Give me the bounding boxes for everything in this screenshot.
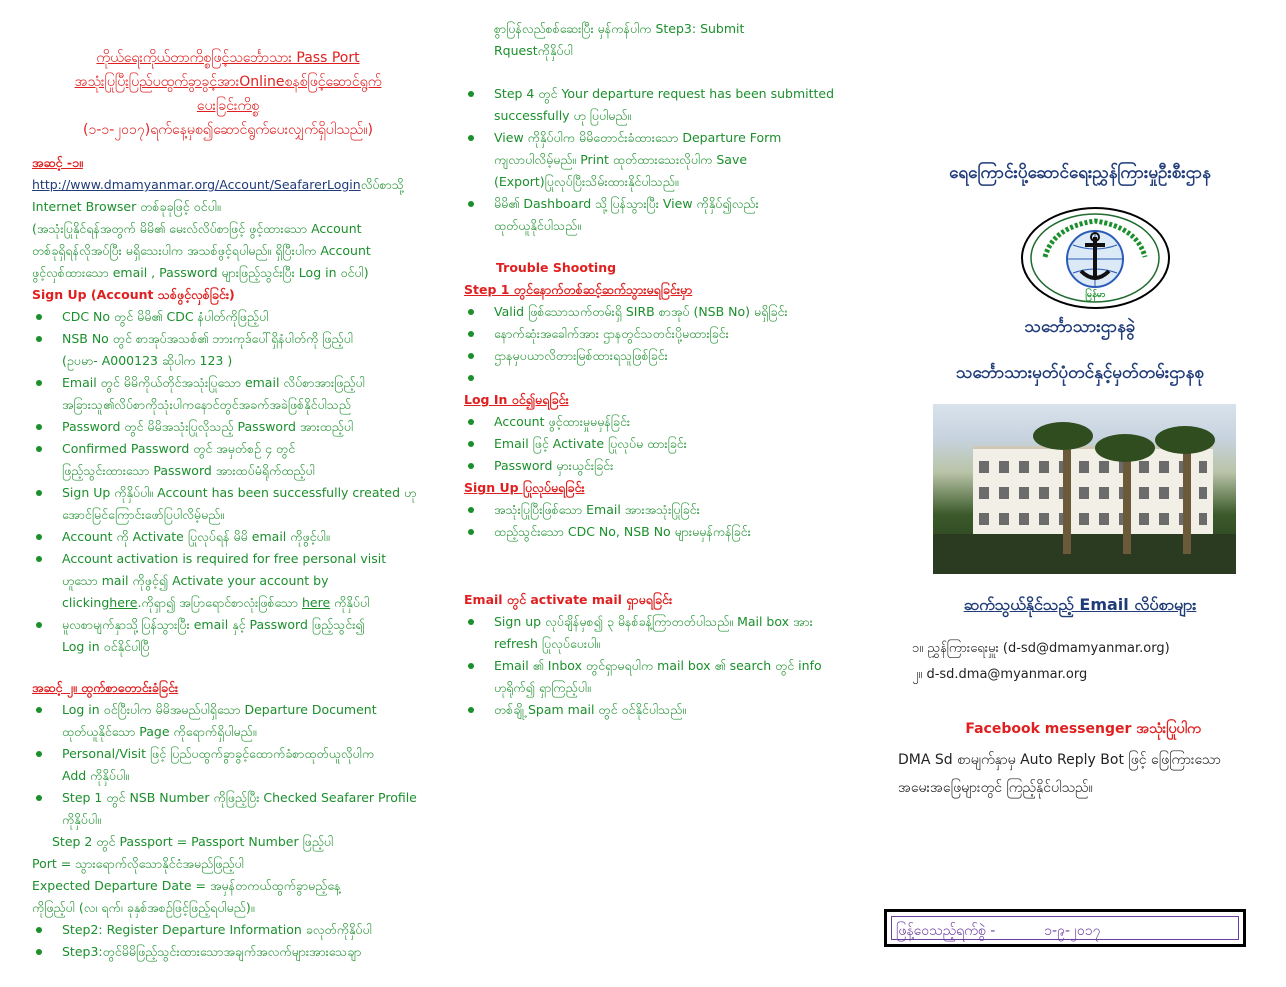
facebook-text-2: အမေးအဖြေများတွင် ကြည့်နိုင်ပါသည်။ <box>898 780 1093 796</box>
step1-text-3: တစ်ခုရှိရန်လိုအပ်ပြီး မရှိသေးပါက အသစ်ဖွင့်ရပါမည်။ ရှိပြီးပါက Account <box>32 243 371 258</box>
step2-port: Port = သွားရောက်လိုသောနိုင်ငံအမည်ဖြည့်ပါ <box>32 856 244 871</box>
email-issue-heading: Email တွင် activate mail ရှာမရခြင်း <box>464 592 673 607</box>
list-item: Account ကို Activate ပြုလုပ်ရန် မိမိ email ကိုဖွင့်ပါ။ <box>32 526 432 548</box>
contact-section <box>880 594 1280 688</box>
palm-trunk <box>1063 434 1071 554</box>
distribution-date-box <box>884 909 1246 947</box>
list-item: မိမိ၏ Dashboard သို့ပြန်သွားပြီး View ကိုနှိပ်၍လည်း ထုတ်ယူနိုင်ပါသည်။ <box>464 193 854 237</box>
login-issue-heading: Log In ဝင်၍မရခြင်း <box>464 392 569 407</box>
email-heading: ဆက်သွယ်နိုင်သည့် Email လိပ်စာများ <box>963 595 1197 614</box>
building-photo <box>933 404 1236 574</box>
list-item: မူလစာမျက်နှာသို့ပြန်သွားပြီး email နှင့် Password ဖြည့်သွင်း၍ Log in ဝင်နိုင်ပါပြီ <box>32 614 432 658</box>
palm-frond <box>1033 422 1093 450</box>
list-item: Email ၏ Inbox တွင်ရှာမရပါက mail box ၏ search တွင် info ဟုရိုက်၍ ရှာကြည့်ပါ။ <box>464 655 854 699</box>
signup-heading: Sign Up (Account သစ်ဖွင့်လှစ်ခြင်း) <box>32 287 235 302</box>
facebook-section <box>880 719 1286 802</box>
step1-heading: အဆင့် -၁။ <box>32 155 83 170</box>
distribution-date-label: ဖြန့်ဝေသည့်ရက်စွဲ - <box>896 923 996 939</box>
list-item: Email ဖြင့် Activate ပြုလုပ်မ ထားခြင်း <box>464 433 854 455</box>
troubleshooting-heading: Trouble Shooting <box>496 260 617 275</box>
email-1[interactable]: ၁။ ညွှန်ကြားရေးမှူး (d-sd@dmamyanmar.org) <box>912 641 1170 656</box>
list-item: Account activation is required for free personal visit ဟူသော mail ကိုဖွင့်၍ Activate your account by clickinghere.ကိုရှာ၍ အပြာရောင်စာလုံးဖြစ်သော here ကိုနှိပ်ပါ <box>32 548 432 614</box>
list-item: Log in ဝင်ပြီးပါက မိမိအမည်ပါရှိသော Departure Document ထုတ်ယူနိုင်သော Page ကိုရောက်ရှိပါမည်။ <box>32 699 432 743</box>
title-line-4: (၁-၁-၂၀၁၇)ရက်နေ့မှစ၍ဆောင်ရွက်ပေးလျှက်ရှိပါသည်။) <box>82 122 373 138</box>
list-item: Sign Up ကိုနှိပ်ပါ။ Account has been successfully created ဟု အောင်မြင်ကြောင်းဖော်ပြပါလိမ့်မည်။ <box>32 482 432 526</box>
palm-frond <box>1155 426 1215 454</box>
step2-date: Expected Departure Date = အမှန်တကယ်ထွက်ခွာမည့်နေ့ <box>32 878 341 893</box>
step1-issue-heading: Step 1 တွင်နောက်တစ်ဆင့်ဆက်သွားမရခြင်းမှာ <box>464 282 693 297</box>
palm-frond <box>1095 434 1155 462</box>
department-name: ရေကြောင်းပို့ဆောင်ရေးညွှန်ကြားမှုဦးစီးဌာန <box>949 163 1211 183</box>
list-item: Sign up လုပ်ချိန်မှစ၍ ၃ မိနစ်ခန့်ကြာတတ်ပါသည်။ Mail box အား refresh ပြုလုပ်ပေးပါ။ <box>464 611 854 655</box>
step3-text-2: Rquestကိုနှိပ်ပါ <box>494 43 573 58</box>
step1-text-1: Internet Browser တစ်ခုခုဖြင့် ဝင်ပါ။ <box>32 199 221 214</box>
distribution-date-value: ၁-၉-၂၀၁၇ <box>1044 923 1101 939</box>
email-2[interactable]: ၂။ d-sd.dma@myanmar.org <box>912 667 1088 682</box>
list-item: Password တွင် မိမိအသုံးပြုလိုသည့် Password အားထည့်ပါ <box>32 416 432 438</box>
section-name: သင်္ဘောသားမှတ်ပုံတင်နှင့်မှတ်တမ်းဌာနစု <box>956 363 1204 383</box>
list-item: Account ဖွင့်ထားမှုမမှန်ခြင်း <box>464 411 854 433</box>
facebook-text-1: DMA Sd စာမျက်နှာမှ Auto Reply Bot ဖြင့် ဖြေကြားသော <box>898 752 1221 768</box>
here-link-2[interactable]: here <box>302 595 331 610</box>
facebook-heading: Facebook messenger အသုံးပြုပါက <box>965 721 1201 737</box>
list-item: အသုံးပြုပြီးဖြစ်သော Email အားအသုံးပြုခြင်း <box>464 499 854 521</box>
title-line-3: ပေးခြင်းကိစ္စ <box>196 98 260 114</box>
list-item: Password မှားယွင်းခြင်း <box>464 455 854 477</box>
list-item: တစ်ချို့ Spam mail တွင် ဝင်နိုင်ပါသည်။ <box>464 699 854 721</box>
step1-text-4: ဖွင့်လှစ်ထားသော email , Password များဖြည့်သွင်းပြီး Log in ဝင်ပါ) <box>32 265 369 280</box>
list-item: CDC No တွင် မိမိ၏ CDC နံပါတ်ကိုဖြည့်ပါ <box>32 306 432 328</box>
division-name: သင်္ဘောသားဌာနခွဲ <box>1024 317 1136 337</box>
dma-logo <box>1021 207 1170 309</box>
building-shape <box>973 446 1213 539</box>
list-item: Step 4 တွင် Your departure request has been submitted successfully ဟု ပြပါမည်။ <box>464 83 854 127</box>
list-item-empty <box>464 367 854 389</box>
palm-trunk <box>1183 439 1191 554</box>
step3-text-1: စွာပြန်လည်စစ်ဆေးပြီး မှန်ကန်ပါက Step3: Submit <box>494 21 745 36</box>
distribution-date-inner <box>891 916 1239 940</box>
step1-text-2: (အသုံးပြုနိုင်ရန်အတွက် မိမိ၏ မေးလ်လိပ်စာဖြင့် ဖွင့်ထားသော Account <box>32 221 362 236</box>
step2-list <box>32 699 432 831</box>
seafarer-login-link[interactable]: http://www.dmamyanmar.org/Account/SeafarerLogin <box>32 177 361 192</box>
list-item: နောက်ဆုံးအခေါက်အား ဌာနတွင်သတင်းပို့မထားခြင်း <box>464 323 854 345</box>
list-item: Valid ဖြစ်သောသက်တမ်းရှိ SIRB စာအုပ် (NSB No) မရှိခြင်း <box>464 301 854 323</box>
step2-date-note: ကိုဖြည့်ပါ (လ၊ ရက်၊ ခုနှစ်အစဉ်ဖြင့်ဖြည့်ရပါမည်)။ <box>32 900 255 915</box>
title-line-1: ကိုယ်ရေးကိုယ်တာကိစ္စဖြင့်သင်္ဘောသား Pass Port <box>96 50 360 66</box>
list-item: NSB No တွင် စာအုပ်အသစ်၏ ဘားကုဒ်ပေါ်ရှိနံပါတ်ကို ဖြည့်ပါ (ဥပမာ- A000123 ဆိုပါက 123 ) <box>32 328 432 372</box>
step2-passport: Step 2 တွင် Passport = Passport Number ဖြည့်ပါ <box>52 834 334 849</box>
here-link-1[interactable]: here <box>109 595 138 610</box>
signup-issue-heading: Sign Up ပြုလုပ်မရခြင်း <box>464 480 585 495</box>
title-line-2: အသုံးပြုပြီးပြည်ပထွက်ခွာခွင့်အားOnlineစနစ်ဖြင့်ဆောင်ရွက် <box>74 74 382 90</box>
step2-heading: အဆင့် ၂။ ထွက်စာတောင်းခံခြင်း <box>32 680 179 695</box>
list-item: Email တွင် မိမိကိုယ်တိုင်အသုံးပြုသော email လိပ်စာအားဖြည့်ပါ အခြားသူ၏လိပ်စာကိုသုံးပါကနောင်တွင်အခက်အခဲဖြစ်နိုင်ပါသည် <box>32 372 432 416</box>
signup-list <box>32 306 432 658</box>
list-item: Confirmed Password တွင် အမှတ်စဉ် ၄ တွင် ဖြည့်သွင်းထားသော Password အားထပ်မံရိုက်ထည့်ပါ <box>32 438 432 482</box>
list-item: Step2: Register Departure Information ခလုတ်ကိုနှိပ်ပါ <box>32 919 432 941</box>
list-item: ဌာနမှပယာလိတားမြစ်ထားရသူဖြစ်ခြင်း <box>464 345 854 367</box>
list-item: ထည့်သွင်းသော CDC No, NSB No များမမှန်ကန်ခြင်း <box>464 521 854 543</box>
url-suffix: လိပ်စာသို့ <box>360 177 404 192</box>
list-item: Step 1 တွင် NSB Number ကိုဖြည့်ပြီး Checked Seafarer Profile ကိုနှိပ်ပါ။ <box>32 787 432 831</box>
logo-bottom-text: မြန်မာ <box>1085 290 1106 300</box>
list-item: View ကိုနှိပ်ပါက မိမိတောင်းခံထားသော Departure Form ကျလာပါလိမ့်မည်။ Print ထုတ်ထားသေးလိုပါက Save (Export)ပြုလုပ်ပြီးသိမ်းထားနိုင်ပါသည်။ <box>464 127 854 193</box>
list-item: Step3:တွင်မိမိဖြည့်သွင်းထားသောအချက်အလက်များအားသေချာ <box>32 941 432 963</box>
list-item: Personal/Visit ဖြင့် ပြည်ပထွက်ခွာခွင့်ထောက်ခံစာထုတ်ယူလိုပါက Add ကိုနှိပ်ပါ။ <box>32 743 432 787</box>
